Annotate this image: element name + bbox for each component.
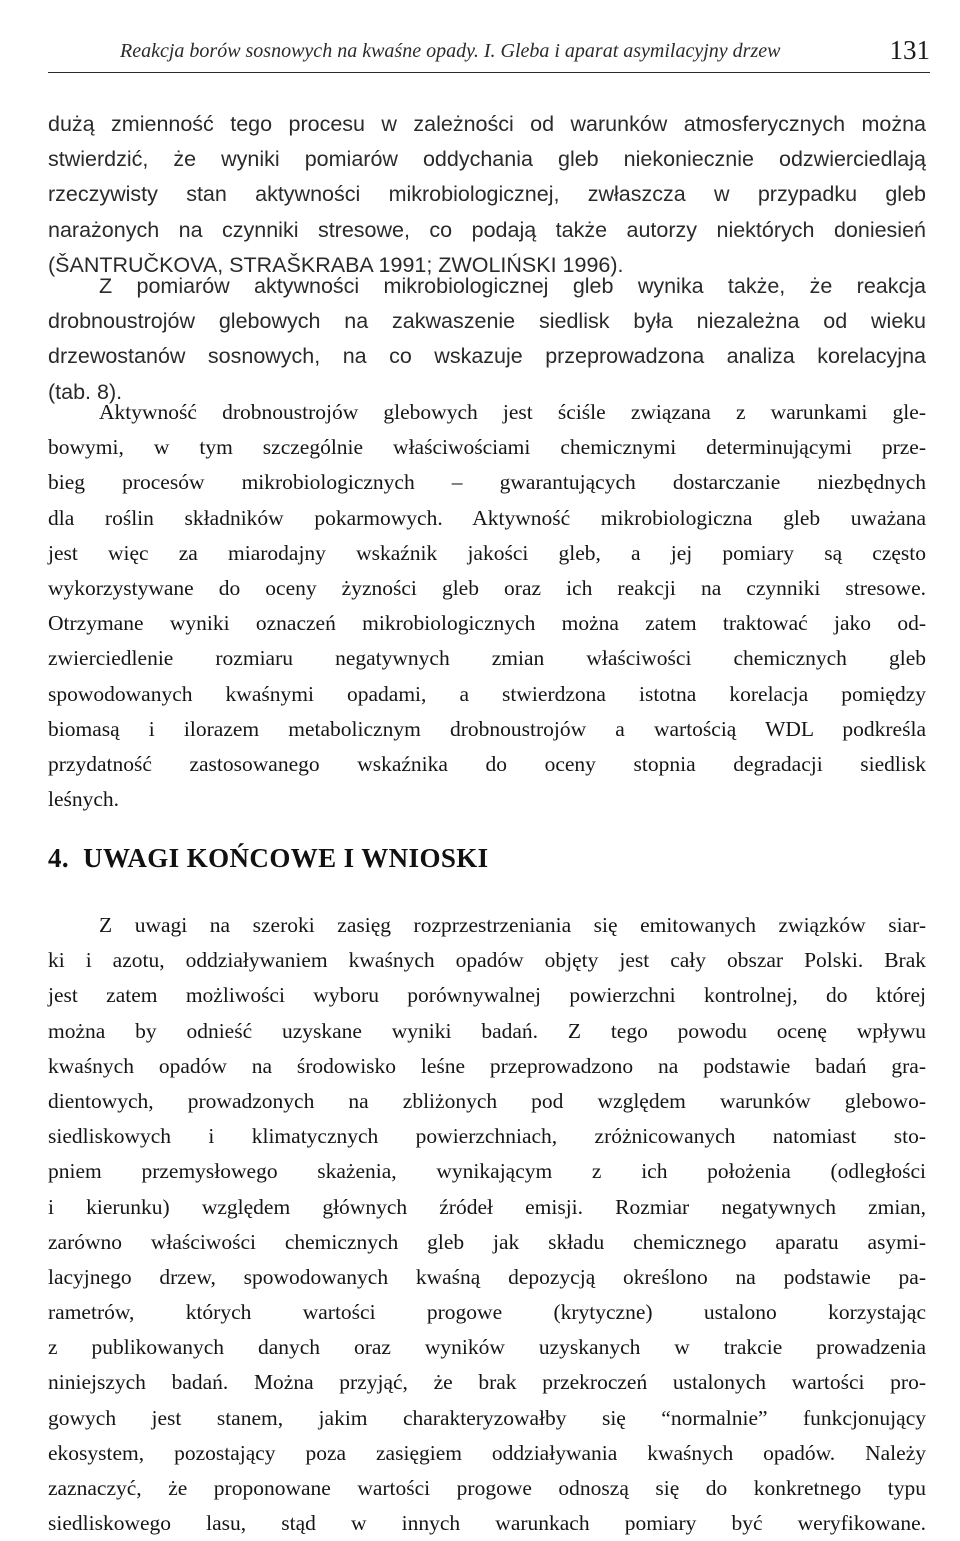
text-line: spowodowanych kwaśnymi opadami, a stwierdzona istotna korelacja pomiędzy (48, 681, 926, 706)
text-line: Otrzymane wyniki oznaczeń mikrobiologicznych można zatem traktować jako od- (48, 611, 926, 636)
text-line: można by odnieść uzyskane wyniki badań. Z tego powodu ocenę wpływu (48, 1018, 926, 1043)
text-line: leśnych. (48, 787, 120, 812)
text-line: lacyjnego drzew, spowodowanych kwaśną depozycją określono na podstawie pa- (48, 1264, 926, 1289)
text-line: przydatność zastosowanego wskaźnika do oceny stopnia degradacji siedlisk (48, 751, 926, 776)
text-line: bowymi, w tym szczególnie właściwościami chemicznymi determinującymi prze- (48, 435, 926, 460)
text-line: kwaśnych opadów na środowisko leśne przeprowadzono na podstawie badań gra- (48, 1053, 926, 1078)
text-line: stwierdzić, że wyniki pomiarów oddychania gleb niekoniecznie odzwierciedlają (48, 147, 926, 172)
section-title: UWAGI KOŃCOWE I WNIOSKI (83, 843, 489, 873)
text-line: jest zatem możliwości wyboru porównywalnej powierzchni kontrolnej, do której (48, 983, 926, 1008)
text-line: Z pomiarów aktywności mikrobiologicznej gleb wynika także, że reakcja (99, 274, 926, 298)
text-line: z publikowanych danych oraz wyników uzyskanych w trakcie prowadzenia (48, 1335, 926, 1360)
text-line: (ŠANTRUČKOVA, STRAŠKRABA 1991; ZWOLIŃSKI 1996). (48, 252, 624, 277)
text-line: dla roślin składników pokarmowych. Aktywność mikrobiologiczna gleb uważana (48, 505, 926, 530)
text-line: bieg procesów mikrobiologicznych – gwarantujących dostarczanie niezbędnych (48, 470, 926, 495)
text-line: dużą zmienność tego procesu w zależności od warunków atmosferycznych można (48, 112, 926, 136)
text-line: i kierunku) względem głównych źródeł emisji. Rozmiar negatywnych zmian, (48, 1194, 926, 1219)
text-line: zwierciedlenie rozmiaru negatywnych zmian właściwości chemicznych gleb (48, 646, 926, 671)
text-line: narażonych na czynniki stresowe, co podają także autorzy niektórych doniesień (48, 217, 926, 242)
text-line: ki i azotu, oddziaływaniem kwaśnych opadów objęty jest cały obszar Polski. Brak (48, 948, 926, 973)
text-line: niniejszych badań. Można przyjąć, że brak przekroczeń ustalonych wartości pro- (48, 1370, 926, 1395)
page-number: 131 (889, 35, 930, 65)
text-line: drobnoustrojów glebowych na zakwaszenie siedlisk była niezależna od wieku (48, 309, 926, 334)
text-line: siedliskowych i klimatycznych powierzchniach, zróżnicowanych natomiast sto- (48, 1124, 926, 1149)
paragraph-2 (48, 269, 926, 410)
paragraph-4 (48, 908, 926, 1541)
paragraph-1 (48, 107, 926, 283)
text-line: wykorzystywane do oceny żyzności gleb oraz ich reakcji na czynniki stresowe. (48, 575, 926, 600)
text-line: jest więc za miarodajny wskaźnik jakości gleb, a jej pomiary są często (48, 540, 926, 565)
text-line: biomasą i ilorazem metabolicznym drobnoustrojów a wartością WDL podkreśla (48, 716, 926, 741)
text-line: siedliskowego lasu, stąd w innych warunkach pomiary być weryfikowane. (48, 1511, 926, 1536)
text-line: rzeczywisty stan aktywności mikrobiologicznej, zwłaszcza w przypadku gleb (48, 182, 926, 207)
section-heading (48, 843, 489, 883)
text-line: zarówno właściwości chemicznych gleb jak składu chemicznego aparatu asymi- (48, 1229, 926, 1254)
text-line: dientowych, prowadzonych na zbliżonych pod względem warunków glebowo- (48, 1088, 926, 1113)
text-line: Aktywność drobnoustrojów glebowych jest ściśle związana z warunkami gle- (99, 400, 926, 424)
text-line: ekosystem, pozostający poza zasięgiem oddziaływania kwaśnych opadów. Należy (48, 1440, 926, 1465)
text-line: rametrów, których wartości progowe (krytyczne) ustalono korzystając (48, 1300, 926, 1325)
text-line: Z uwagi na szeroki zasięg rozprzestrzeniania się emitowanych związków siar- (99, 913, 926, 937)
section-number: 4. (48, 843, 70, 873)
text-line: pniem przemysłowego skażenia, wynikającym z ich położenia (odległości (48, 1159, 926, 1184)
running-header (48, 30, 930, 73)
text-line: gowych jest stanem, jakim charakteryzowałby się “normalnie” funkcjonujący (48, 1405, 926, 1430)
text-line: (tab. 8). (48, 379, 123, 404)
text-line: zaznaczyć, że proponowane wartości progowe odnoszą się do konkretnego typu (48, 1476, 926, 1500)
running-title: Reakcja borów sosnowych na kwaśne opady. I. Gleba i aparat asymilacyjny drzew (120, 40, 781, 62)
text-line: drzewostanów sosnowych, na co wskazuje przeprowadzona analiza korelacyjna (48, 344, 926, 369)
paragraph-3 (48, 395, 926, 817)
